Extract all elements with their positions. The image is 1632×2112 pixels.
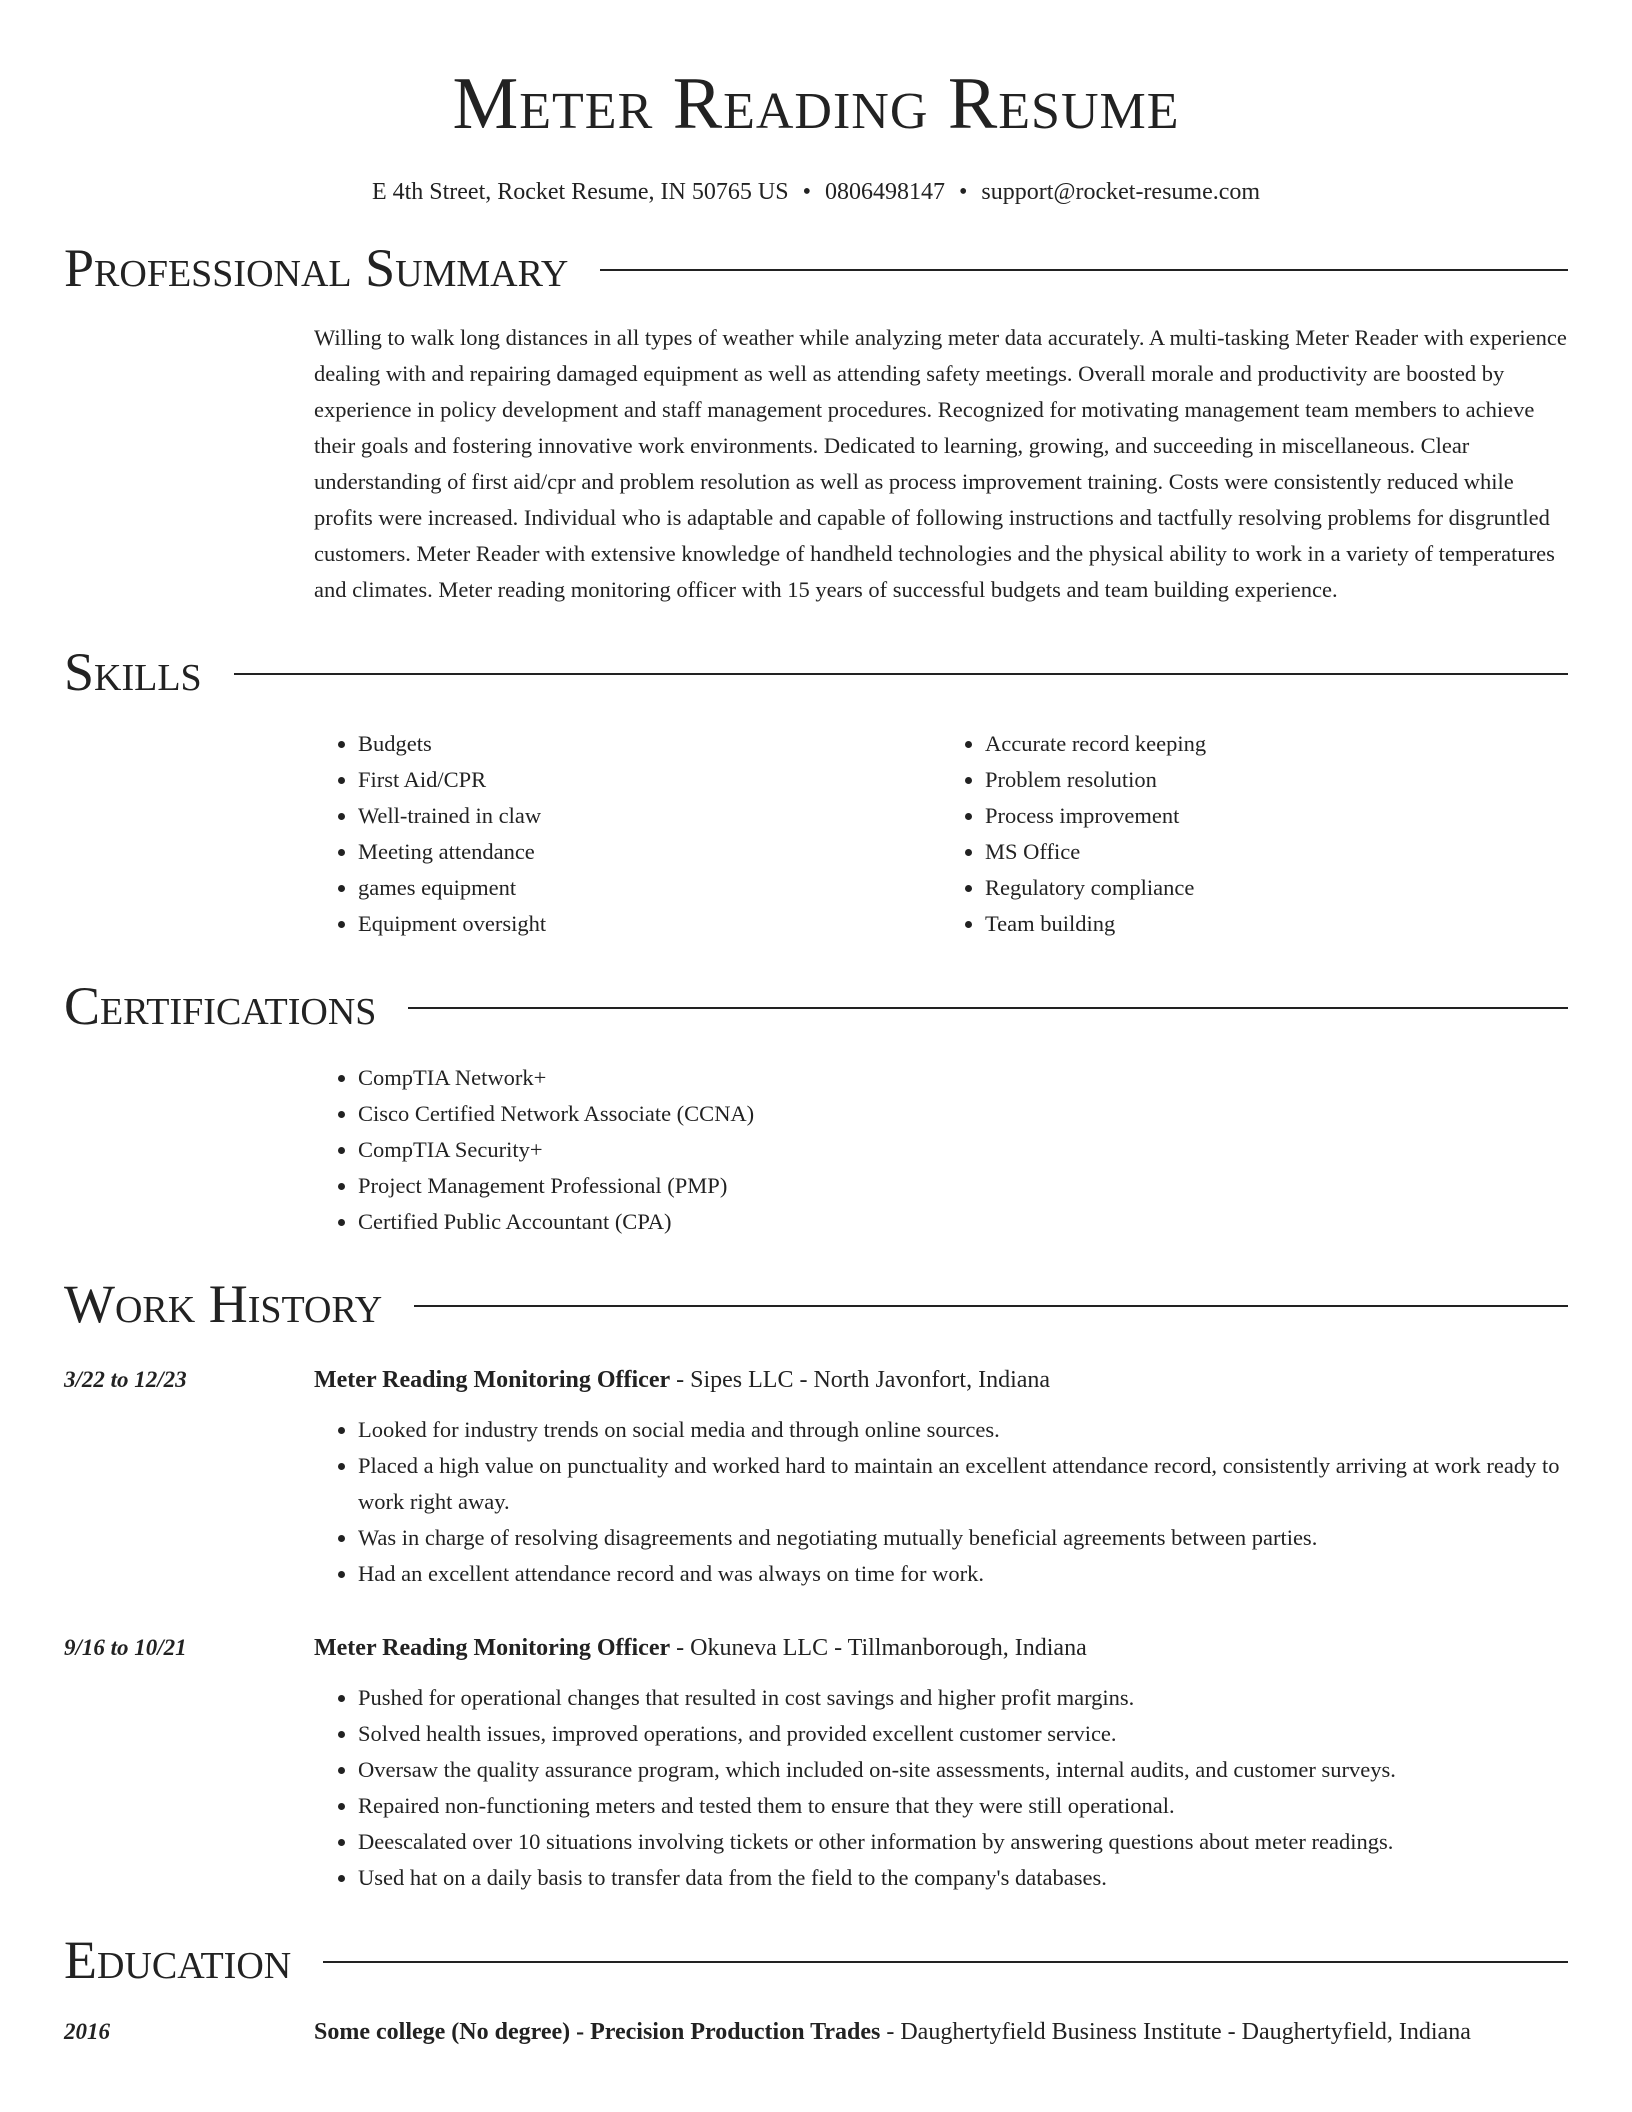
section-title: Professional Summary xyxy=(64,238,569,298)
skills-column-right xyxy=(941,726,1568,942)
section-education-header xyxy=(64,1928,1568,1992)
skill-item: • Accurate record keeping xyxy=(985,726,1568,762)
section-work-header xyxy=(64,1272,1568,1336)
work-heading xyxy=(314,1630,1568,1666)
certification-item: • CompTIA Security+ xyxy=(358,1132,1568,1168)
work-details: - Sipes LLC - North Javonfort, Indiana xyxy=(670,1367,1051,1393)
section-divider xyxy=(408,1007,1568,1009)
work-bullet: • Placed a high value on punctuality and worked hard to maintain an excellent attendance record, consistently arriving at work ready to work right away. xyxy=(358,1448,1568,1520)
work-bullet: • Repaired non-functioning meters and tested them to ensure that they were still operational. xyxy=(358,1788,1568,1824)
skill-item: • Problem resolution xyxy=(985,762,1568,798)
work-heading xyxy=(314,1362,1568,1398)
skill-item: • MS Office xyxy=(985,834,1568,870)
education-details: - Daughertyfield Business Institute - Daughertyfield, Indiana xyxy=(880,2019,1471,2045)
page-title: Meter Reading Resume xyxy=(452,63,1180,145)
certifications-list xyxy=(314,1060,1568,1240)
certification-item: • Cisco Certified Network Associate (CCNA) xyxy=(358,1096,1568,1132)
work-bullet: • Solved health issues, improved operations, and provided excellent customer service. xyxy=(358,1716,1568,1752)
work-date: 3/22 to 12/23 xyxy=(64,1367,187,1392)
skill-item: • First Aid/CPR xyxy=(358,762,941,798)
skill-item: • Regulatory compliance xyxy=(985,870,1568,906)
work-details: - Okuneva LLC - Tillmanborough, Indiana xyxy=(670,1635,1087,1661)
contact-address: E 4th Street, Rocket Resume, IN 50765 US xyxy=(371,179,789,205)
section-title: Skills xyxy=(64,642,202,702)
skill-item: • Team building xyxy=(985,906,1568,942)
work-bullets xyxy=(314,1412,1568,1592)
skill-item: • Equipment oversight xyxy=(358,906,941,942)
certification-item: • Project Management Professional (PMP) xyxy=(358,1168,1568,1204)
contact-line xyxy=(64,176,1568,208)
section-divider xyxy=(323,1961,1568,1963)
work-entry xyxy=(64,1362,1568,1592)
work-role: Meter Reading Monitoring Officer xyxy=(314,1635,671,1661)
summary-text: Willing to walk long distances in all types of weather while analyzing meter data accurately. A multi-tasking Meter Reader with experience dealing with and repairing damaged equipment as well as attending safety meetings. Overall morale and productivity are boosted by experience in policy development and staff management procedures. Recognized for motivating management team members to achieve their goals and fostering innovative work environments. Dedicated to learning, growing, and succeeding in miscellaneous. Clear understanding of first aid/cpr and problem resolution as well as process improvement training. Costs were consistently reduced while profits were increased. Individual who is adaptable and capable of following instructions and tactfully resolving problems for disgruntled customers. Meter Reader with extensive knowledge of handheld technologies and the physical ability to work in a variety of temperatures and climates. Meter reading monitoring officer with 15 years of successful budgets and team building experience. xyxy=(314,325,1567,602)
section-certifications-header xyxy=(64,974,1568,1038)
skill-item: • Process improvement xyxy=(985,798,1568,834)
section-divider xyxy=(414,1305,1568,1307)
skill-item: • Meeting attendance xyxy=(358,834,941,870)
skill-item: • Well-trained in claw xyxy=(358,798,941,834)
contact-phone: 0806498147 xyxy=(824,179,945,205)
skills-column-left xyxy=(314,726,941,942)
skills-list xyxy=(314,726,1568,942)
work-bullet: • Pushed for operational changes that resulted in cost savings and higher profit margins. xyxy=(358,1680,1568,1716)
work-bullet: • Looked for industry trends on social media and through online sources. xyxy=(358,1412,1568,1448)
skill-item: • games equipment xyxy=(358,870,941,906)
work-bullet: • Was in charge of resolving disagreements and negotiating mutually beneficial agreements between parties. xyxy=(358,1520,1568,1556)
education-heading xyxy=(314,2014,1568,2050)
certification-item: • Certified Public Accountant (CPA) xyxy=(358,1204,1568,1240)
work-bullet: • Had an excellent attendance record and was always on time for work. xyxy=(358,1556,1568,1592)
education-date: 2016 xyxy=(64,2019,110,2044)
work-bullet: • Deescalated over 10 situations involving tickets or other information by answering questions about meter readings. xyxy=(358,1824,1568,1860)
work-bullet: • Oversaw the quality assurance program, which included on-site assessments, internal audits, and customer surveys. xyxy=(358,1752,1568,1788)
work-bullet: • Used hat on a daily basis to transfer data from the field to the company's databases. xyxy=(358,1860,1568,1896)
skill-item: • Budgets xyxy=(358,726,941,762)
contact-separator: • xyxy=(958,179,968,205)
section-divider xyxy=(234,673,1568,675)
work-bullets xyxy=(314,1680,1568,1896)
contact-email[interactable]: support@rocket-resume.com xyxy=(981,179,1261,205)
education-degree: Some college (No degree) - Precision Production Trades xyxy=(314,2019,881,2045)
work-date: 9/16 to 10/21 xyxy=(64,1635,187,1660)
section-title: Education xyxy=(64,1930,292,1990)
section-title: Work History xyxy=(64,1274,383,1334)
section-divider xyxy=(600,269,1568,271)
education-entry xyxy=(64,2014,1568,2050)
section-skills-header xyxy=(64,640,1568,704)
certification-item: • CompTIA Network+ xyxy=(358,1060,1568,1096)
section-title: Certifications xyxy=(64,976,377,1036)
section-summary-header xyxy=(64,236,1568,300)
work-role: Meter Reading Monitoring Officer xyxy=(314,1367,671,1393)
contact-separator: • xyxy=(802,179,811,205)
work-entry xyxy=(64,1630,1568,1896)
